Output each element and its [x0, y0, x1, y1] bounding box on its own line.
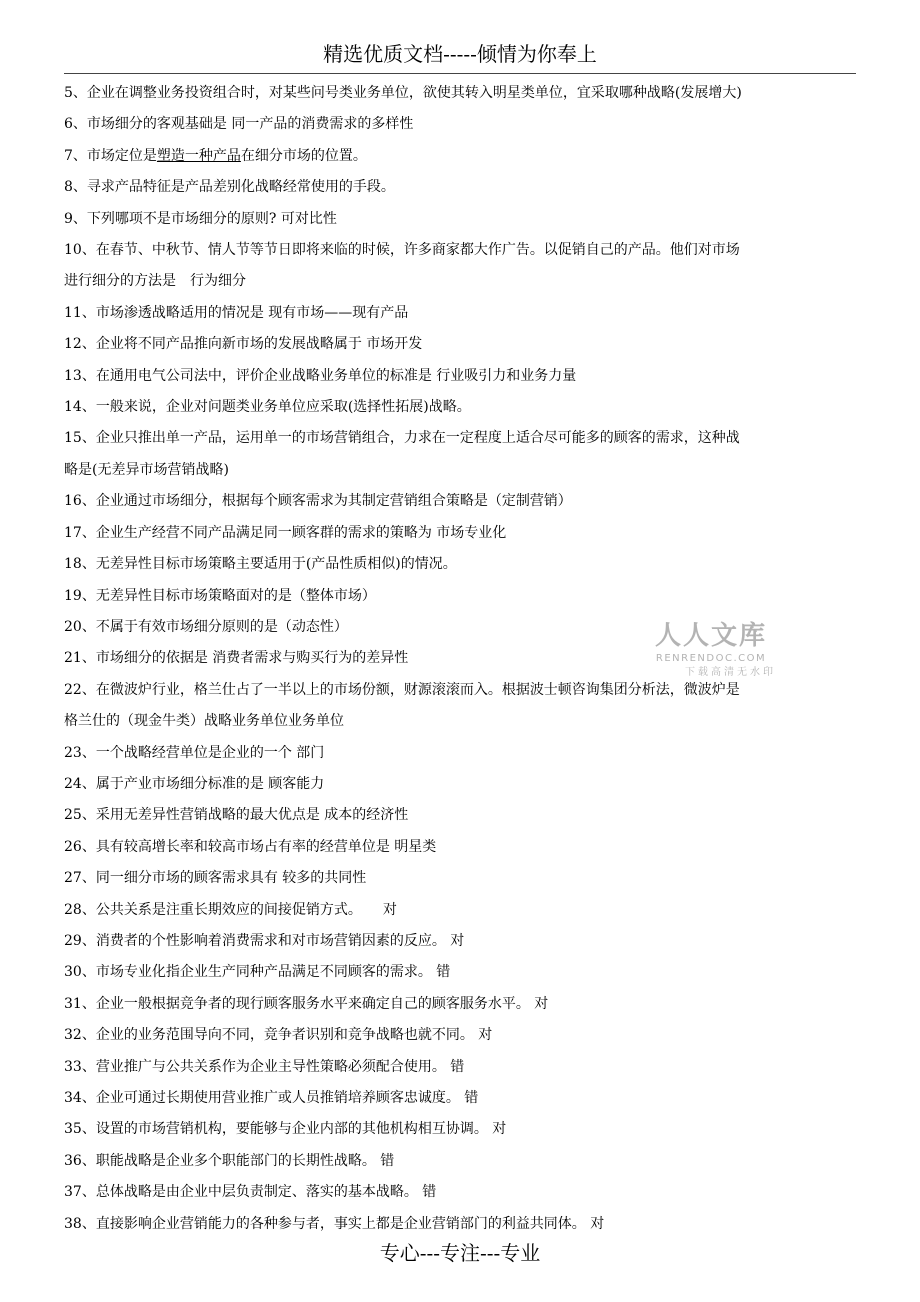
list-item: 37、总体战略是由企业中层负责制定、落实的基本战略。 错 — [64, 1184, 437, 1201]
list-item: 格兰仕的（现金牛类）战略业务单位业务单位 — [64, 713, 344, 730]
list-item: 5、企业在调整业务投资组合时，对某些问号类业务单位，欲使其转入明星类单位，宜采取哪种战略(发展增大) — [64, 85, 742, 101]
list-item: 进行细分的方法是 行为细分 — [64, 273, 246, 290]
list-item: 30、市场专业化指企业生产同种产品满足不同顾客的需求。 错 — [64, 964, 451, 981]
list-item: 18、无差异性目标市场策略主要适用于(产品性质相似)的情况。 — [64, 556, 457, 573]
page-footer: 专心---专注---专业 — [379, 1241, 541, 1265]
list-item: 28、公共关系是注重长期效应的间接促销方式。 对 — [64, 901, 397, 918]
item-text: 在细分市场的位置。 — [240, 147, 367, 164]
header-divider — [64, 73, 856, 74]
list-item: 6、市场细分的客观基础是 同一产品的消费需求的多样性 — [64, 116, 414, 133]
list-item: 33、营业推广与公共关系作为企业主导性策略必须配合使用。 错 — [64, 1058, 465, 1075]
list-item: 14、一般来说，企业对问题类业务单位应采取(选择性拓展)战略。 — [64, 399, 471, 416]
watermark-title: 人人文库 — [654, 621, 767, 651]
list-item: 31、企业一般根据竞争者的现行顾客服务水平来确定自己的顾客服务水平。 对 — [64, 995, 549, 1012]
list-item: 略是(无差异市场营销战略) — [64, 461, 229, 478]
list-item: 11、市场渗透战略适用的情况是 现有市场——现有产品 — [64, 304, 409, 321]
list-item: 32、企业的业务范围导向不同，竞争者识别和竞争战略也就不同。 对 — [64, 1027, 493, 1044]
list-item: 24、属于产业市场细分标准的是 顾客能力 — [64, 775, 325, 792]
list-item: 38、直接影响企业营销能力的各种参与者，事实上都是企业营销部门的利益共同体。 对 — [64, 1215, 605, 1232]
list-item: 17、企业生产经营不同产品满足同一顾客群的需求的策略为 市场专业化 — [64, 524, 507, 541]
list-item: 12、企业将不同产品推向新市场的发展战略属于 市场开发 — [64, 336, 423, 353]
list-item — [64, 141, 856, 172]
list-item: 26、具有较高增长率和较高市场占有率的经营单位是 明星类 — [64, 838, 437, 855]
list-item: 19、无差异性目标市场策略面对的是（整体市场） — [64, 587, 376, 604]
list-item: 23、一个战略经营单位是企业的一个 部门 — [64, 744, 325, 761]
list-item: 10、在春节、中秋节、情人节等节日即将来临的时候，许多商家都大作广告。以促销自己的产品。他们对市场 — [64, 242, 740, 259]
item-text: 7、市场定位是 — [64, 147, 157, 164]
list-item: 15、企业只推出单一产品，运用单一的市场营销组合，力求在一定程度上适合尽可能多的顾客的需求，这种战 — [64, 430, 740, 447]
list-item: 8、寻求产品特征是产品差别化战略经常使用的手段。 — [64, 179, 395, 196]
list-item: 13、在通用电气公司法中，评价企业战略业务单位的标准是 行业吸引力和业务力量 — [64, 367, 577, 384]
list-item: 27、同一细分市场的顾客需求具有 较多的共同性 — [64, 870, 367, 887]
underlined-text: 塑造一种产品 — [156, 147, 241, 164]
list-item: 9、下列哪项不是市场细分的原则? 可对比性 — [64, 210, 337, 227]
list-item: 29、消费者的个性影响着消费需求和对市场营销因素的反应。 对 — [64, 932, 465, 949]
list-item: 35、设置的市场营销机构，要能够与企业内部的其他机构相互协调。 对 — [64, 1121, 507, 1138]
list-item: 20、不属于有效市场细分原则的是（动态性） — [64, 618, 348, 635]
list-item: 22、在微波炉行业，格兰仕占了一半以上的市场份额，财源滚滚而入。根据波士顿咨询集团分析法，微波炉是 — [64, 681, 740, 698]
list-item: 36、职能战略是企业多个职能部门的长期性战略。 错 — [64, 1152, 395, 1169]
list-item: 25、采用无差异性营销战略的最大优点是 成本的经济性 — [64, 807, 409, 824]
list-item: 21、市场细分的依据是 消费者需求与购买行为的差异性 — [64, 650, 409, 667]
watermark-tagline: 下载高清无水印 — [685, 667, 776, 678]
watermark — [646, 620, 776, 680]
watermark-url: RENRENDOC.COM — [655, 653, 767, 664]
list-item: 34、企业可通过长期使用营业推广或人员推销培养顾客忠诚度。 错 — [64, 1090, 479, 1106]
list-item: 16、企业通过市场细分，根据每个顾客需求为其制定营销组合策略是（定制营销） — [64, 493, 572, 510]
page-header: 精选优质文档-----倾情为你奉上 — [323, 42, 597, 66]
